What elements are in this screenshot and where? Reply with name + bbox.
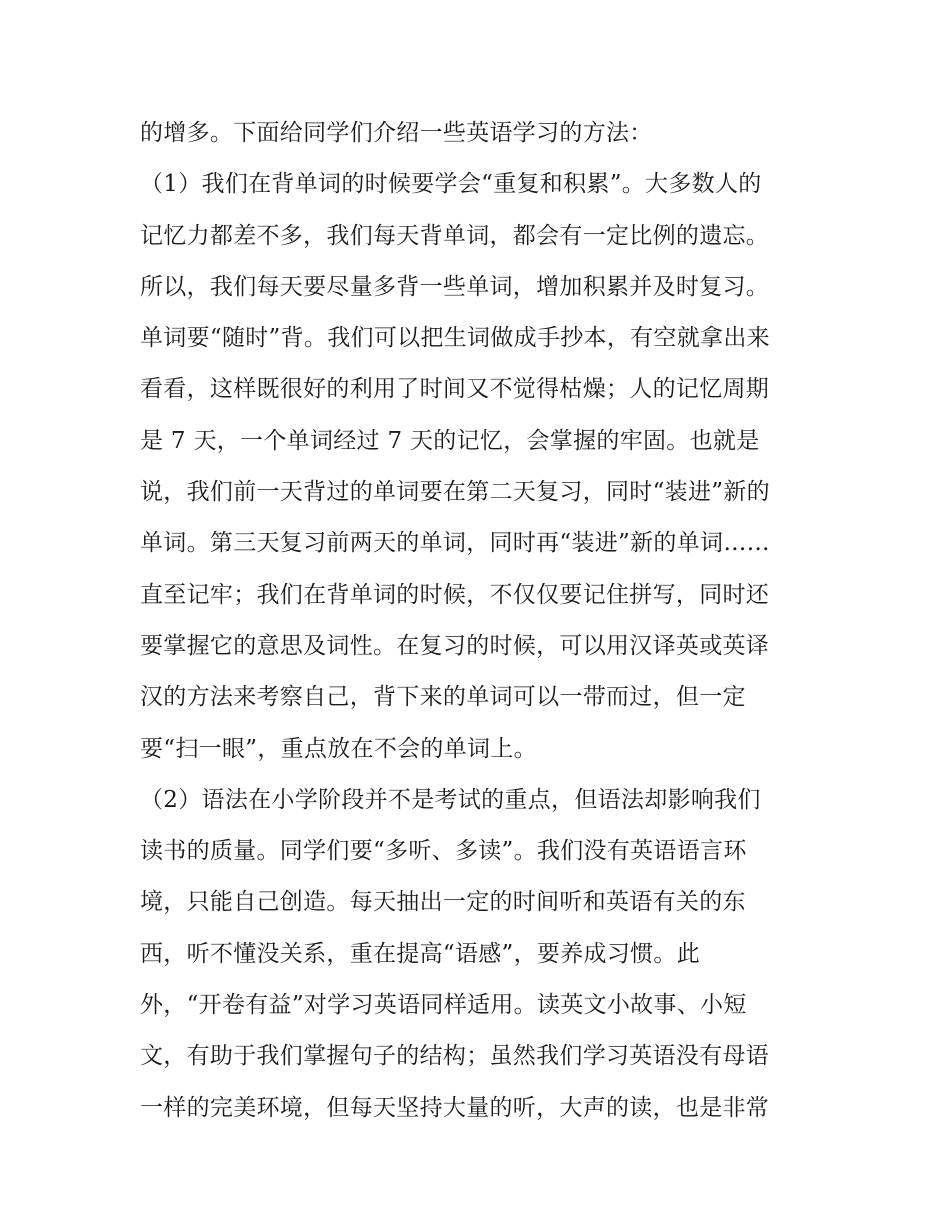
text-line: 要掌握它的意思及词性。在复习的时候，可以用汉译英或英译 (140, 632, 770, 659)
text-line: 看看，这样既很好的利用了时间又不觉得枯燥；人的记忆周期 (140, 376, 770, 403)
text-line: 是 7 天，一个单词经过 7 天的记忆，会掌握的牢固。也就是 (140, 427, 760, 454)
text-line: 说，我们前一天背过的单词要在第二天复习，同时“装进”新的 (140, 479, 770, 506)
text-line: 外，“开卷有益”对学习英语同样适用。读英文小故事、小短 (140, 992, 747, 1019)
text-line: 汉的方法来考察自己，背下来的单词可以一带而过，但一定 (140, 684, 746, 711)
body-text (140, 108, 820, 1134)
text-line: 要“扫一眼”，重点放在不会的单词上。 (140, 735, 537, 762)
text-line: 文，有助于我们掌握句子的结构；虽然我们学习英语没有母语 (140, 1043, 770, 1070)
text-line: 所以，我们每天要尽量多背一些单词，增加积累并及时复习。 (140, 273, 770, 300)
text-line: （1）我们在背单词的时候要学会“重复和积累”。大多数人的 (140, 171, 762, 198)
text-line: 境，只能自己创造。每天抽出一定的时间听和英语有关的东 (140, 889, 746, 916)
text-line: 的增多。下面给同学们介绍一些英语学习的方法： (140, 120, 653, 146)
text-line: （2）语法在小学阶段并不是考试的重点，但语法却影响我们 (140, 786, 761, 813)
text-line: 记忆力都差不多，我们每天背单词，都会有一定比例的遗忘。 (140, 222, 770, 249)
text-line: 西，听不懂没关系，重在提高“语感”，要养成习惯。此 (140, 940, 701, 967)
text-line: 单词要“随时”背。我们可以把生词做成手抄本，有空就拿出来 (140, 325, 770, 352)
text-line: 读书的质量。同学们要“多听、多读”。我们没有英语语言环 (140, 838, 747, 865)
text-line: 直至记牢；我们在背单词的时候，不仅仅要记住拼写，同时还 (140, 581, 770, 608)
text-line: 一样的完美环境，但每天坚持大量的听，大声的读，也是非常 (140, 1094, 770, 1121)
text-line: 单词。第三天复习前两天的单词，同时再“装进”新的单词…… (140, 530, 770, 557)
